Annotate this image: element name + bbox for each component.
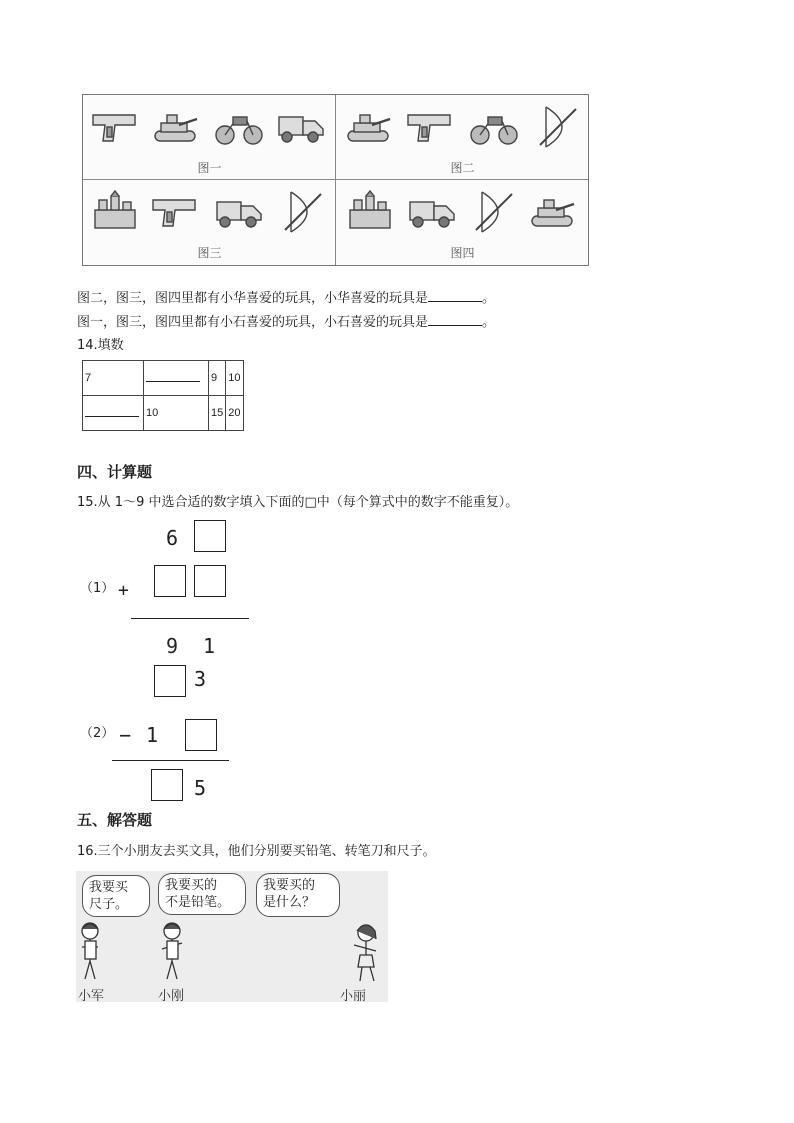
tank-icon	[149, 105, 201, 149]
figure-3	[83, 180, 336, 265]
table-cell: 15	[209, 396, 226, 431]
minus-sign: −	[119, 723, 132, 747]
q15-prompt: 15.从 1～9 中选合适的数字填入下面的□中（每个算式中的数字不能重复）。	[77, 495, 519, 510]
castle-icon	[344, 190, 396, 234]
figure-caption: 图一	[197, 161, 222, 175]
q13-line1: 图二，图三，图四里都有小华喜爱的玩具，小华喜爱的玩具是 。	[77, 288, 495, 308]
table-cell-blank[interactable]	[83, 396, 144, 431]
table-cell: 10	[226, 361, 243, 396]
boy-xiaojun-icon	[82, 923, 98, 979]
toy-gun-icon	[404, 105, 456, 149]
castle-icon	[89, 190, 141, 234]
problem-1-label: （1）	[80, 581, 115, 596]
table-cell: 7	[83, 361, 144, 396]
figure-caption: 图四	[450, 246, 475, 260]
stationery-comic	[76, 871, 388, 1002]
speech-bubble: 我要买的 不是铅笔。	[158, 873, 246, 915]
result-digit: 9	[166, 634, 179, 658]
minuend-digit: 3	[194, 667, 207, 691]
answer-blank[interactable]	[428, 312, 482, 326]
answer-box[interactable]	[194, 520, 226, 552]
difference-digit: 5	[194, 776, 207, 800]
q14-title: 14.填数	[77, 338, 124, 353]
kid-name: 小丽	[340, 989, 367, 1002]
answer-box[interactable]	[151, 769, 183, 801]
answer-box[interactable]	[185, 719, 217, 751]
result-digit: 1	[203, 634, 216, 658]
toy-gun-icon	[149, 190, 201, 234]
motorcycle-icon	[468, 105, 520, 149]
answer-blank[interactable]	[428, 288, 482, 302]
kid-name: 小刚	[158, 989, 185, 1002]
answer-box[interactable]	[154, 665, 186, 697]
table-row	[83, 361, 244, 396]
speech-bubble: 我要买 尺子。	[82, 875, 150, 917]
kid-name: 小军	[78, 989, 105, 1002]
table-cell: 20	[226, 396, 243, 431]
q13-line2: 图一，图三，图四里都有小石喜爱的玩具，小石喜爱的玩具是 。	[77, 312, 495, 332]
plus-sign: +	[118, 580, 129, 601]
answer-box[interactable]	[194, 565, 226, 597]
section-4-title: 四、计算题	[77, 463, 153, 481]
figure-caption: 图二	[450, 161, 475, 175]
table-cell: 9	[209, 361, 226, 396]
table-cell-blank[interactable]	[144, 361, 209, 396]
tank-icon	[342, 105, 394, 149]
difference-line	[112, 760, 229, 761]
motorcycle-icon	[213, 105, 265, 149]
tank-icon	[526, 190, 578, 234]
truck-icon	[275, 105, 327, 149]
boy-xiaogang-icon	[162, 923, 182, 979]
figure-2	[336, 95, 589, 180]
addend-digit: 6	[166, 526, 179, 550]
problem-2-label: （2）	[80, 726, 115, 741]
children-illustration	[76, 917, 388, 987]
figure-caption: 图三	[197, 246, 222, 260]
girl-xiaoli-icon	[354, 925, 376, 981]
figure-4	[336, 180, 589, 265]
subtrahend-digit: 1	[146, 723, 159, 747]
q16-prompt: 16.三个小朋友去买文具，他们分别要买铅笔、转笔刀和尺子。	[77, 844, 436, 859]
toy-gun-icon	[89, 105, 141, 149]
answer-box[interactable]	[154, 565, 186, 597]
fill-number-table	[82, 360, 244, 431]
bow-icon	[468, 190, 520, 234]
bow-icon	[277, 190, 329, 234]
speech-bubble: 我要买的 是什么？	[256, 873, 340, 917]
truck-icon	[213, 190, 265, 234]
toy-figure-grid	[82, 94, 589, 266]
section-5-title: 五、解答题	[77, 811, 153, 829]
table-row	[83, 396, 244, 431]
truck-icon	[406, 190, 458, 234]
sum-line	[131, 618, 249, 619]
table-cell: 10	[144, 396, 209, 431]
bow-icon	[532, 105, 584, 149]
figure-1	[83, 95, 336, 180]
